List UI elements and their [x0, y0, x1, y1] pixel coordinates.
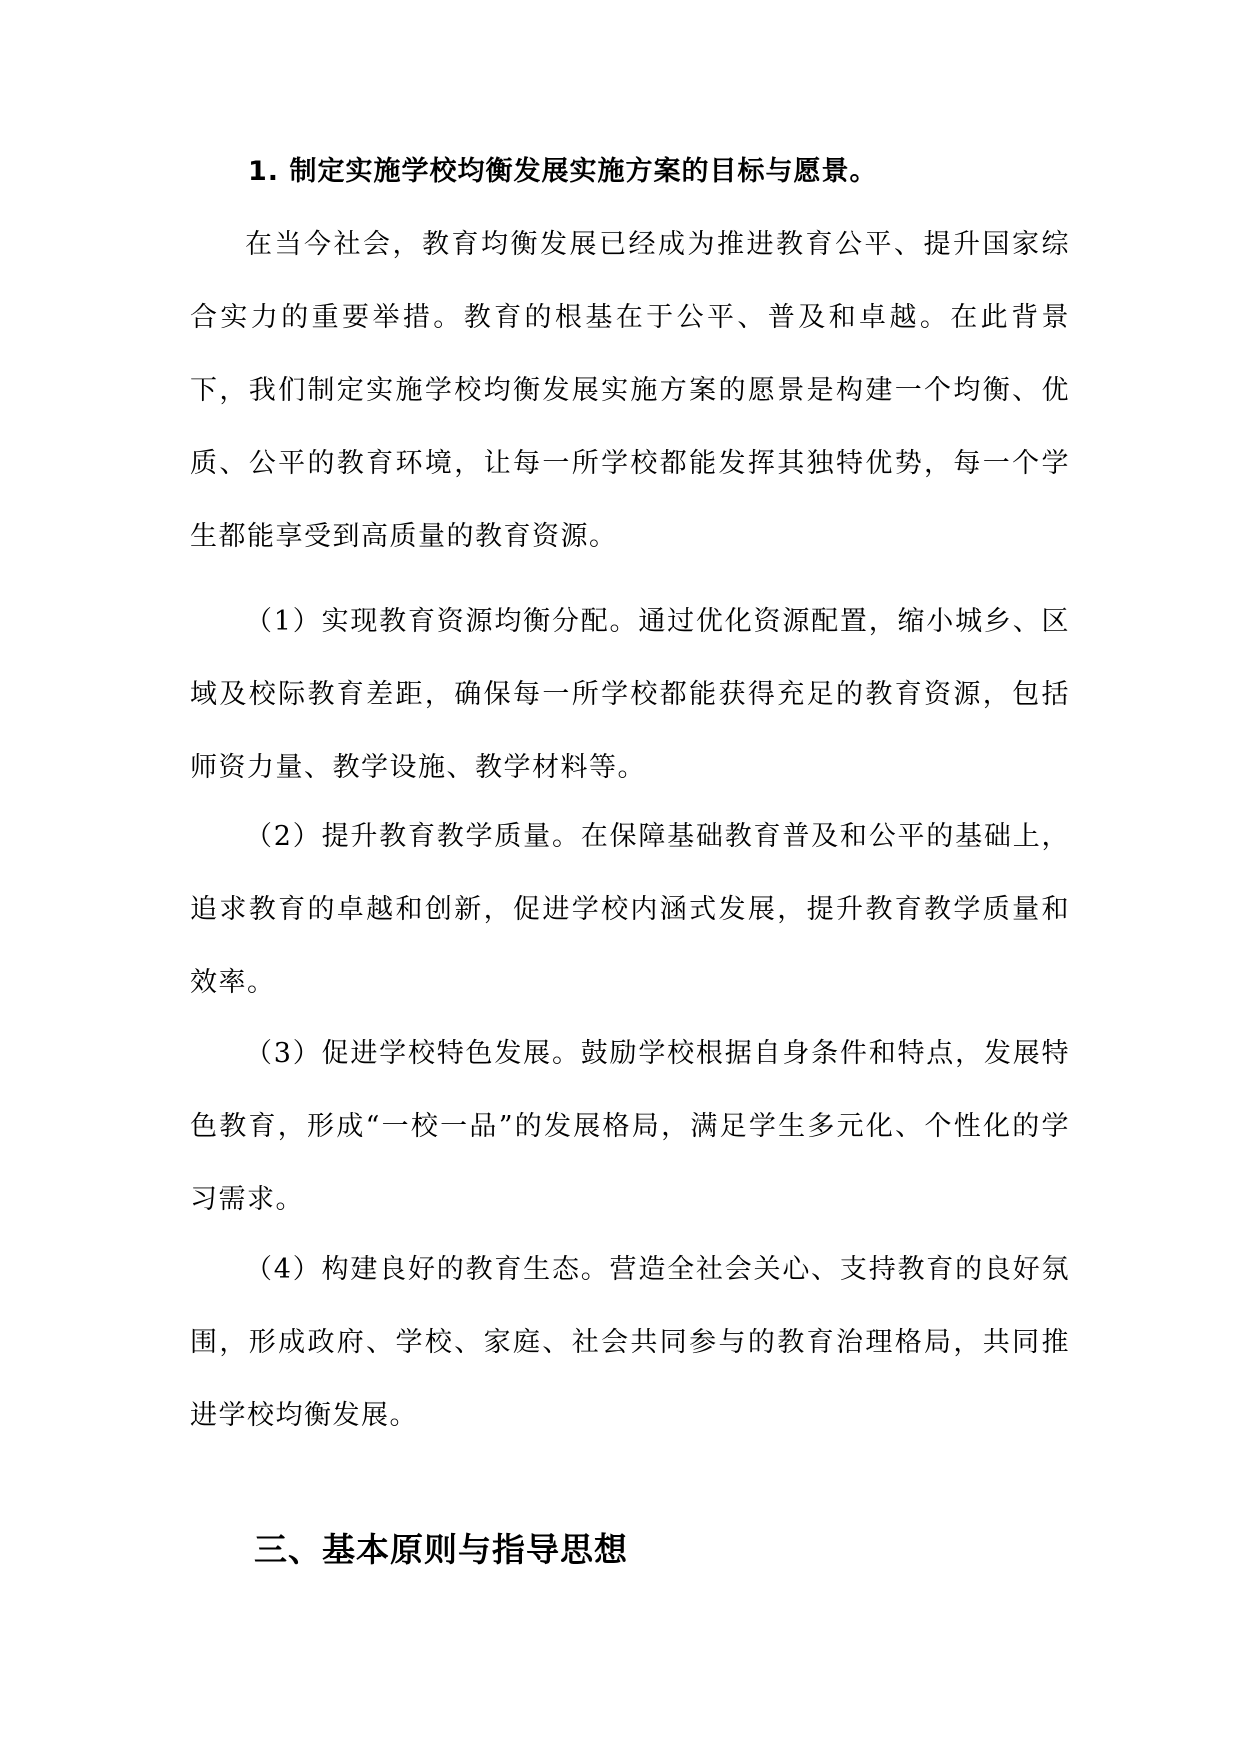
goal-item-1: （1）实现教育资源均衡分配。通过优化资源配置，缩小城乡、区域及校际教育差距，确保每一所学校都能获得充足的教育资源，包括师资力量、教学设施、教学材料等。	[190, 606, 1070, 783]
chapter-heading-principles: 三、基本原则与指导思想	[254, 1530, 628, 1569]
goal-item-4: （4）构建良好的教育生态。营造全社会关心、支持教育的良好氛围，形成政府、学校、家庭、社会共同参与的教育治理格局，共同推进学校均衡发展。	[190, 1254, 1070, 1431]
intro-paragraph-block	[190, 208, 1070, 573]
goal-item-1-block	[190, 585, 1070, 804]
goal-item-4-block	[190, 1233, 1070, 1452]
goal-item-2-block	[190, 800, 1070, 1019]
intro-paragraph: 在当今社会，教育均衡发展已经成为推进教育公平、提升国家综合实力的重要举措。教育的根基在于公平、普及和卓越。在此背景下，我们制定实施学校均衡发展实施方案的愿景是构建一个均衡、优质、公平的教育环境，让每一所学校都能发挥其独特优势，每一个学生都能享受到高质量的教育资源。	[190, 229, 1070, 552]
goal-item-3-block	[190, 1017, 1070, 1236]
goal-item-3: （3）促进学校特色发展。鼓励学校根据自身条件和特点，发展特色教育，形成“一校一品”的发展格局，满足学生多元化、个性化的学习需求。	[190, 1038, 1070, 1215]
section-heading-goals: 1. 制定实施学校均衡发展实施方案的目标与愿景。	[248, 156, 878, 187]
goal-item-2: （2）提升教育教学质量。在保障基础教育普及和公平的基础上，追求教育的卓越和创新，促进学校内涵式发展，提升教育教学质量和效率。	[190, 821, 1070, 998]
